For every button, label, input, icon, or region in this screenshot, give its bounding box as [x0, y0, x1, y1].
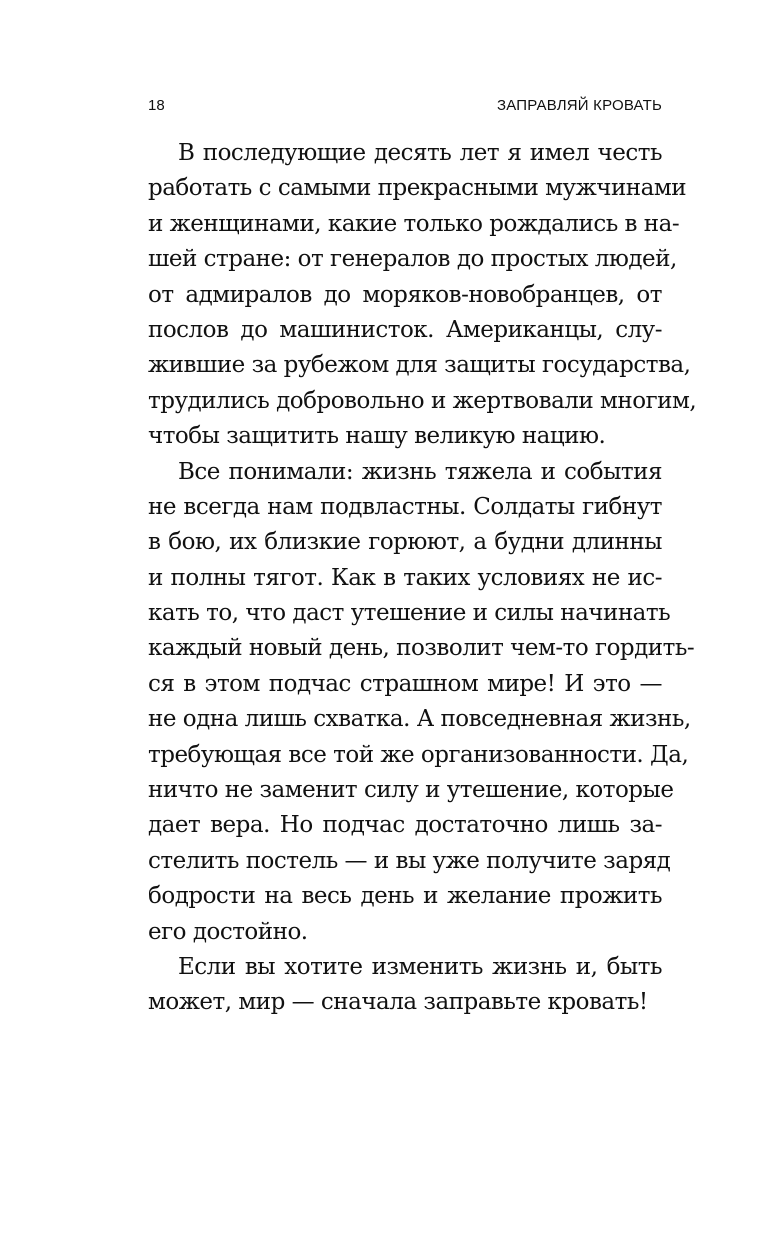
text-line: кать то, что даст утешение и силы начинать: [148, 600, 671, 627]
text-line: не одна лишь схватка. А повседневная жизнь,: [148, 706, 691, 733]
body-text: [148, 136, 697, 1021]
chapter-title: ЗАПРАВЛЯЙ КРОВАТЬ: [497, 97, 662, 114]
text-line: каждый новый день, позволит чем-то гордить-: [148, 635, 695, 662]
paragraph-2: [148, 455, 695, 950]
text-line: и женщинами, какие только рождались в на-: [148, 210, 680, 237]
text-line: стелить постель — и вы уже получите заряд: [148, 847, 671, 874]
text-line: требующая все той же организованности. Да,: [148, 741, 689, 768]
paragraph-3: [148, 950, 662, 1021]
text-line: жившие за рубежом для защиты государства,: [148, 352, 691, 379]
text-line: Все понимали: жизнь тяжела и события: [178, 458, 662, 485]
text-line: его достойно.: [148, 918, 308, 945]
text-line: Если вы хотите изменить жизнь и, быть: [178, 953, 662, 980]
text-line: работать с самыми прекрасными мужчинами: [148, 175, 687, 202]
running-head: [148, 94, 662, 118]
text-line: от адмиралов до моряков-новобранцев, от: [148, 281, 662, 308]
text-line: ничто не заменит силу и утешение, которые: [148, 777, 674, 804]
paragraph-1: [148, 136, 697, 455]
text-line: ся в этом подчас страшном мире! И это —: [148, 670, 662, 697]
text-line: послов до машинисток. Американцы, слу-: [148, 316, 662, 343]
text-line: дает вера. Но подчас достаточно лишь за-: [148, 812, 662, 839]
text-line: трудились добровольно и жертвовали многим,: [148, 387, 697, 414]
text-line: может, мир — сначала заправьте кровать!: [148, 989, 648, 1016]
text-line: и полны тягот. Как в таких условиях не ис-: [148, 564, 662, 591]
text-line: В последующие десять лет я имел честь: [178, 140, 662, 166]
text-line: бодрости на весь день и желание прожить: [148, 883, 662, 910]
text-line: в бою, их близкие горюют, а будни длинны: [148, 529, 662, 556]
text-line: чтобы защитить нашу великую нацию.: [148, 423, 606, 450]
page-number: 18: [148, 97, 165, 114]
text-line: не всегда нам подвластны. Солдаты гибнут: [148, 493, 662, 520]
text-line: шей стране: от генералов до простых людей,: [148, 246, 677, 273]
